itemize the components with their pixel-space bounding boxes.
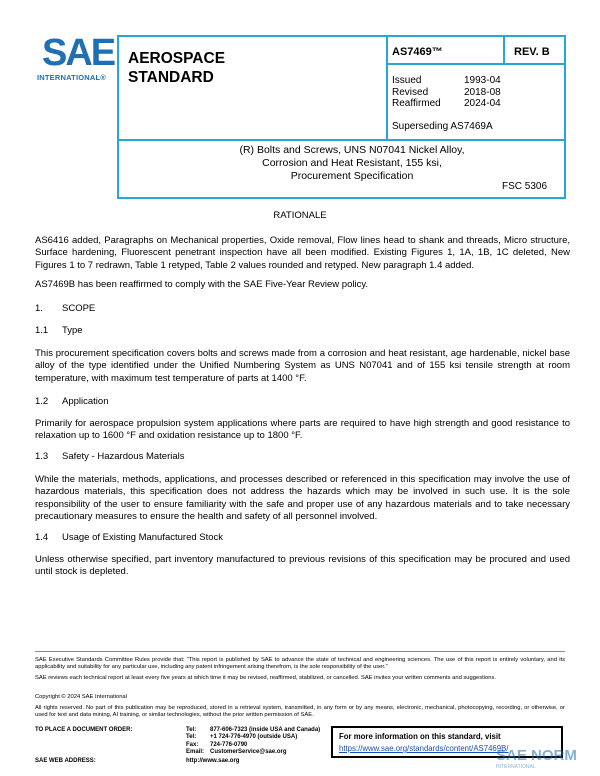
section-number: 1.4: [35, 532, 49, 543]
rationale-paragraph: AS6416 added, Paragraphs on Mechanical properties, Oxide removal, Flow lines head to shank and threads, Micro structure, Surface hardening, Fluorescent penetrant inspection have all been modified. Existing Figures 1, 1A, 1B, 1C deleted, New Figures 1 to 7 redrawn, Table 1 retyped, Table 2 values rounded and retyped. New paragraph 1.4 added.: [35, 235, 570, 271]
header-divider-horizontal: [119, 139, 566, 141]
info-box-title: For more information on this standard, visit: [339, 732, 501, 741]
document-number: AS7469™: [392, 46, 443, 58]
sae-logo: [40, 34, 118, 68]
footer-copyright: Copyright © 2024 SAE International: [35, 694, 127, 700]
web-address-label: SAE WEB ADDRESS:: [35, 758, 96, 764]
section-title: Usage of Existing Manufactured Stock: [62, 532, 224, 543]
watermark-logo: [494, 741, 594, 771]
contact-value: +1 724-776-4970 (outside USA): [210, 734, 298, 741]
date-label: Reaffirmed: [392, 98, 441, 109]
standard-link[interactable]: https://www.sae.org/standards/content/AS7469B/: [339, 744, 509, 753]
reaffirmation-paragraph: AS7469B has been reaffirmed to comply with the SAE Five-Year Review policy.: [35, 279, 369, 290]
header-divider-rev: [503, 37, 505, 65]
title-line-2: STANDARD: [128, 69, 214, 86]
superseding-note: Superseding AS7469A: [392, 121, 493, 132]
contact-label: Tel:: [186, 727, 197, 733]
rationale-heading: RATIONALE: [273, 210, 327, 221]
contact-value: 877-606-7323 (inside USA and Canada): [210, 727, 321, 733]
fsc-code: FSC 5306: [502, 181, 548, 192]
contact-label: Email:: [186, 748, 205, 755]
date-label: Revised: [392, 86, 429, 98]
contact-row: [186, 742, 320, 749]
logo-subtitle: INTERNATIONAL®: [37, 73, 107, 82]
subtitle-line: Procurement Specification: [290, 170, 414, 182]
application-paragraph: Primarily for aerospace propulsion system applications where parts are required to have high strength and good resistance to relaxation up to 1600 °F and oxidation resistance up to 1800 °F.: [35, 418, 570, 442]
contact-row: [186, 734, 320, 741]
date-label: Issued: [392, 75, 422, 86]
date-value: 2018-08: [464, 86, 501, 98]
section-heading-type: [35, 325, 83, 336]
contact-label: Tel:: [186, 734, 197, 741]
date-row: [392, 87, 501, 99]
contact-row: [186, 749, 320, 756]
watermark-text: SAE NORM: [496, 747, 577, 764]
section-heading-application: [35, 396, 108, 407]
web-address-link[interactable]: http://www.sae.org: [186, 758, 240, 764]
section-number: 1.2: [35, 396, 49, 407]
contact-value: 724-776-0790: [210, 741, 248, 748]
subtitle-line: Corrosion and Heat Resistant, 155 ksi,: [262, 157, 442, 169]
document-type-title: [128, 49, 225, 87]
date-row: [392, 75, 501, 87]
footer-divider: [35, 651, 565, 652]
header-divider-doc: [386, 63, 566, 65]
contact-label: Fax:: [186, 741, 199, 748]
sae-logo-text: SAE: [42, 34, 115, 68]
document-subtitle: [200, 144, 504, 183]
contact-value[interactable]: CustomerService@sae.org: [210, 748, 287, 755]
stock-paragraph: Unless otherwise specified, part inventory manufactured to previous revisions of this specification may be procured and used until stock is depleted.: [35, 554, 570, 578]
section-heading-scope: [35, 303, 95, 314]
section-title: SCOPE: [62, 303, 96, 314]
section-heading-stock: [35, 532, 223, 543]
section-number: 1.1: [35, 325, 49, 336]
contact-row: [186, 727, 320, 734]
footer-rights-note: All rights reserved. No part of this publication may be reproduced, stored in a retrieval system, transmitted, in any form or by any means, electronic, mechanical, photocopying, recording, or otherwise, or used for text and data mining, AI training, or similar technologies, without the prior written permission of SAE.: [35, 705, 565, 719]
order-label: TO PLACE A DOCUMENT ORDER:: [35, 727, 133, 733]
watermark-sub: INTERNATIONAL: [496, 764, 536, 770]
date-value: 2024-04: [464, 98, 501, 109]
section-heading-safety: [35, 451, 185, 462]
section-title: Type: [62, 325, 83, 336]
section-title: Application: [62, 396, 109, 407]
dates-block: [392, 75, 501, 110]
date-value: 1993-04: [464, 75, 501, 86]
section-number: 1.: [35, 303, 43, 314]
contact-block: [186, 727, 320, 756]
date-row: [392, 98, 501, 110]
section-title: Safety - Hazardous Materials: [62, 451, 185, 462]
title-line-1: AEROSPACE: [128, 50, 226, 67]
footer-rules-note: SAE Executive Standards Committee Rules provide that: “This report is published by SAE to advance the state of technical and engineering sciences. The use of this report is entirely voluntary, and its applicability and suitability for any particular use, including any patent infringement arising therefrom, is the sole responsibility of the user.”: [35, 657, 565, 671]
section-number: 1.3: [35, 451, 49, 462]
safety-paragraph: While the materials, methods, applications, and processes described or referenced in this specification may involve the use of hazardous materials, this specification does not address the hazards which may be involved in such use. It is the sole responsibility of the user to ensure familiarity with the safe and proper use of any hazardous materials and to take necessary precautionary measures to ensure the health and safety of all personnel involved.: [35, 474, 570, 522]
footer-review-note: SAE reviews each technical report at least every five years at which time it may be revised, reaffirmed, stabilized, or cancelled. SAE invites your written comments and suggestions.: [35, 675, 496, 681]
type-paragraph: This procurement specification covers bolts and screws made from a corrosion and heat resistant, age hardenable, nickel base alloy of the type identified under the Unified Numbering System as UNS N07041 and of 155 ksi tensile strength at room temperature, with maximum test temperature of parts at 1400 °F.: [35, 348, 570, 384]
subtitle-line: (R) Bolts and Screws, UNS N07041 Nickel Alloy,: [239, 144, 465, 156]
header-divider-vertical: [386, 37, 388, 140]
revision-label: REV. B: [514, 46, 550, 58]
